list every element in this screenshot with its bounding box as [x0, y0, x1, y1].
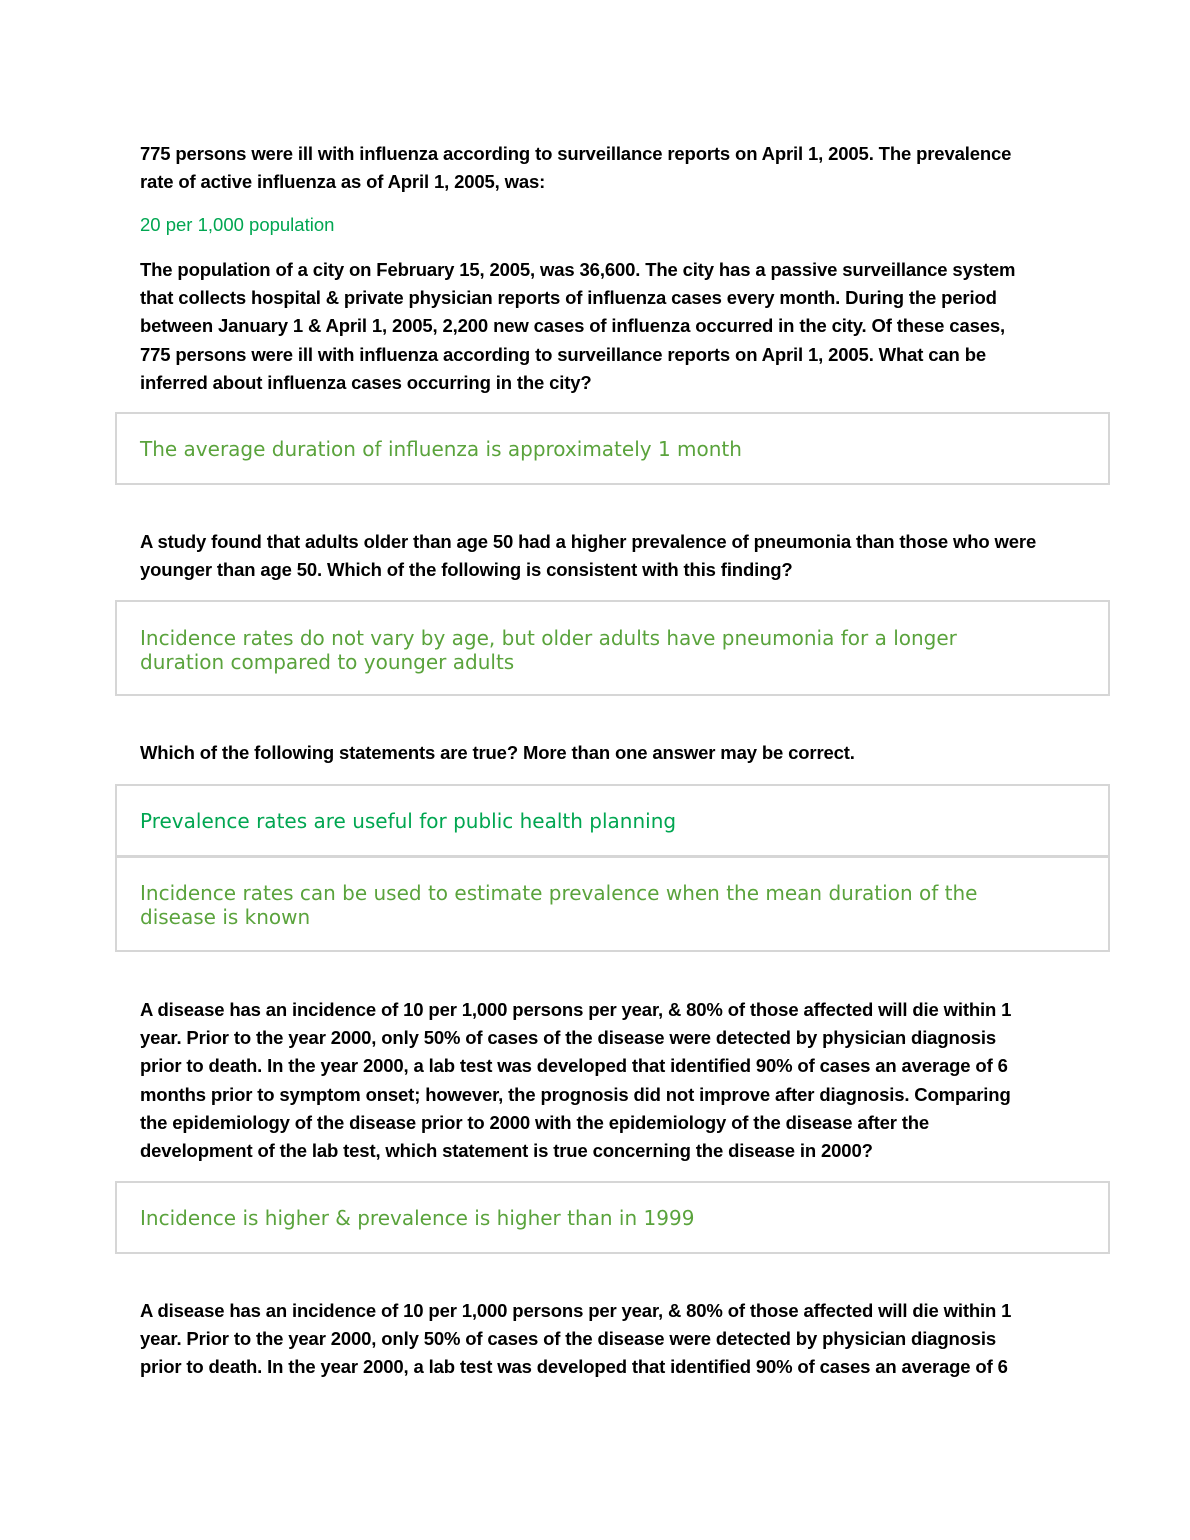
question-text: 775 persons were ill with influenza according to surveillance reports on April 1, 2005. The prevalence rate of active influenza as of April 1, 2005, was:: [140, 143, 1012, 193]
answer-box: [115, 784, 1110, 857]
answer-box: [115, 856, 1110, 952]
answer-text: Prevalence rates are useful for public health planning: [140, 809, 677, 833]
question-text: A disease has an incidence of 10 per 1,000 persons per year, & 80% of those affected will die within 1 year. Prior to the year 2000, only 50% of cases of the disease were detected by physician diagnosis prior to death. In the year 2000, a lab test was developed that identified 90% of cases an average of 6 months prior to symptom onset; however, the prognosis did not improve after diagnosis. Comparing the epidemiology of the disease prior to 2000 with the epidemiology of the disease after the development of the lab test, which statement is true concerning the disease in 2000?: [140, 999, 1012, 1162]
answer-box: [115, 600, 1110, 696]
question-text: Which of the following statements are true? More than one answer may be correct.: [140, 742, 855, 763]
answer-text: Incidence rates do not vary by age, but older adults have pneumonia for a longer duration compared to younger adults: [140, 626, 957, 674]
answer-text: Incidence is higher & prevalence is higher than in 1999: [140, 1206, 695, 1230]
question-text: The population of a city on February 15, 2005, was 36,600. The city has a passive surveillance system that collects hospital & private physician reports of influenza cases every month. During the period between January 1 & April 1, 2005, 2,200 new cases of influenza occurred in the city. Of these cases, 775 persons were ill with influenza according to surveillance reports on April 1, 2005. What can be inferred about influenza cases occurring in the city?: [140, 259, 1016, 393]
answer-text: Incidence rates can be used to estimate prevalence when the mean duration of the disease is known: [140, 881, 978, 929]
answer-text: The average duration of influenza is approximately 1 month: [140, 437, 742, 461]
question-text: A disease has an incidence of 10 per 1,000 persons per year, & 80% of those affected will die within 1 year. Prior to the year 2000, only 50% of cases of the disease were detected by physician diagnosis prior to death. In the year 2000, a lab test was developed that identified 90% of cases an average of 6: [140, 1300, 1012, 1378]
answer-box: [115, 412, 1110, 485]
answer-text: 20 per 1,000 population: [140, 214, 335, 235]
answer-box: [115, 1181, 1110, 1254]
question-text: A study found that adults older than age 50 had a higher prevalence of pneumonia than those who were younger than age 50. Which of the following is consistent with this finding?: [140, 531, 1037, 581]
